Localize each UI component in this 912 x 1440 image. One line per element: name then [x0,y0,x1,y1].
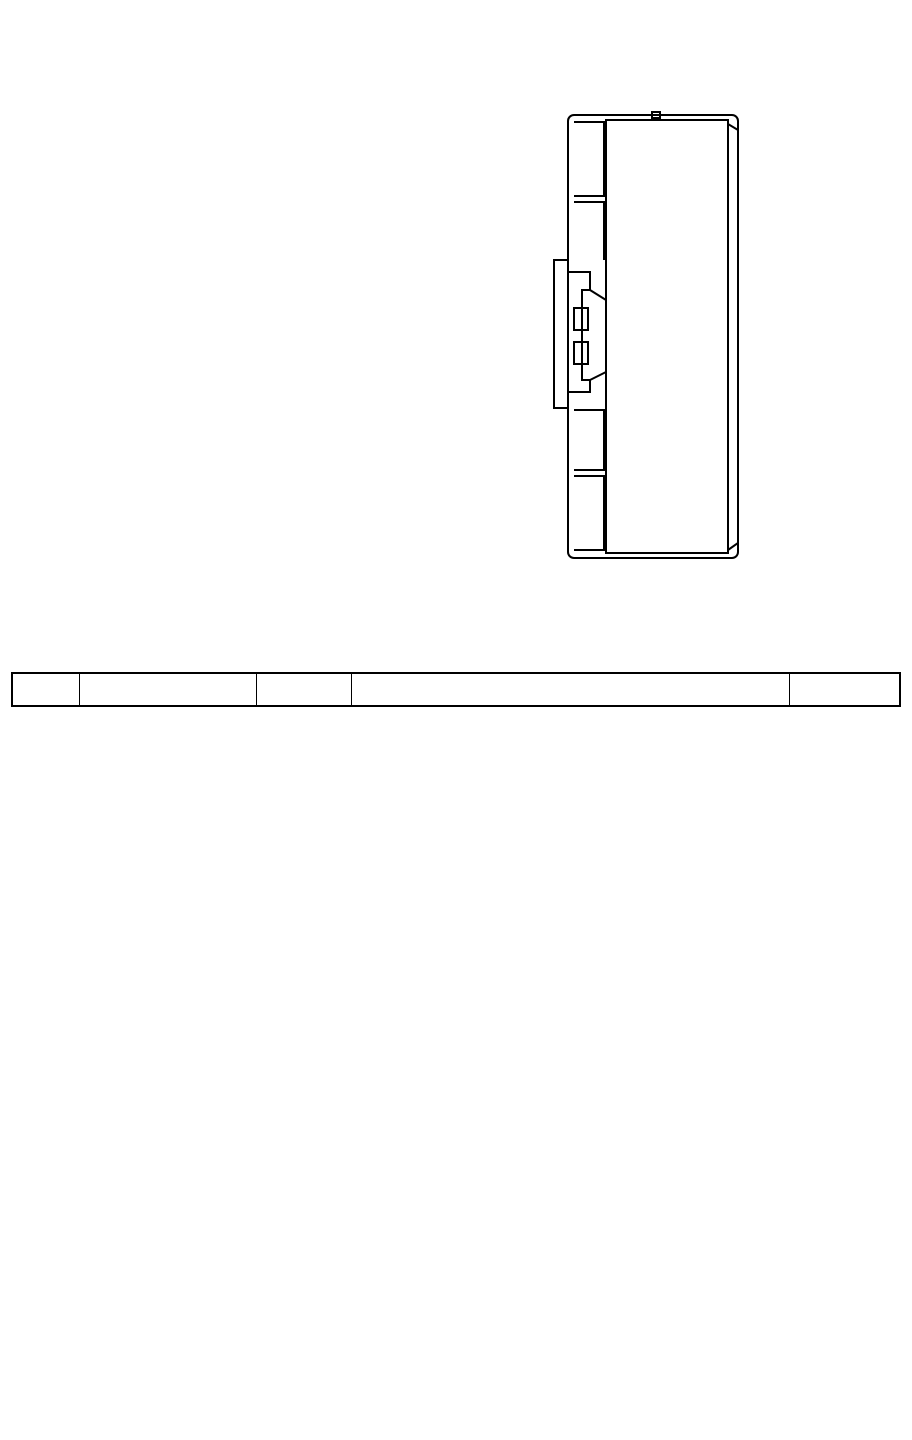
pin-table [11,672,901,707]
connector-lock-latch [568,272,590,392]
connector-body-inner [606,120,728,553]
connector-rib [574,476,604,550]
connector-lock-tab [554,260,568,408]
connector-rib [574,410,604,470]
table-header-row [12,673,900,706]
column-header-gauge [256,673,351,706]
connector-body-outline [568,115,738,558]
column-header-pin [12,673,79,706]
connector-face-diagram [540,110,750,570]
column-header-circuit [79,673,256,706]
connector-right-rail [728,124,738,550]
column-header-qualifier [789,673,900,706]
connector-latch-ramp [590,290,606,380]
connector-rib [574,122,604,196]
connector-rib [574,202,604,260]
column-header-circuit-function [351,673,789,706]
